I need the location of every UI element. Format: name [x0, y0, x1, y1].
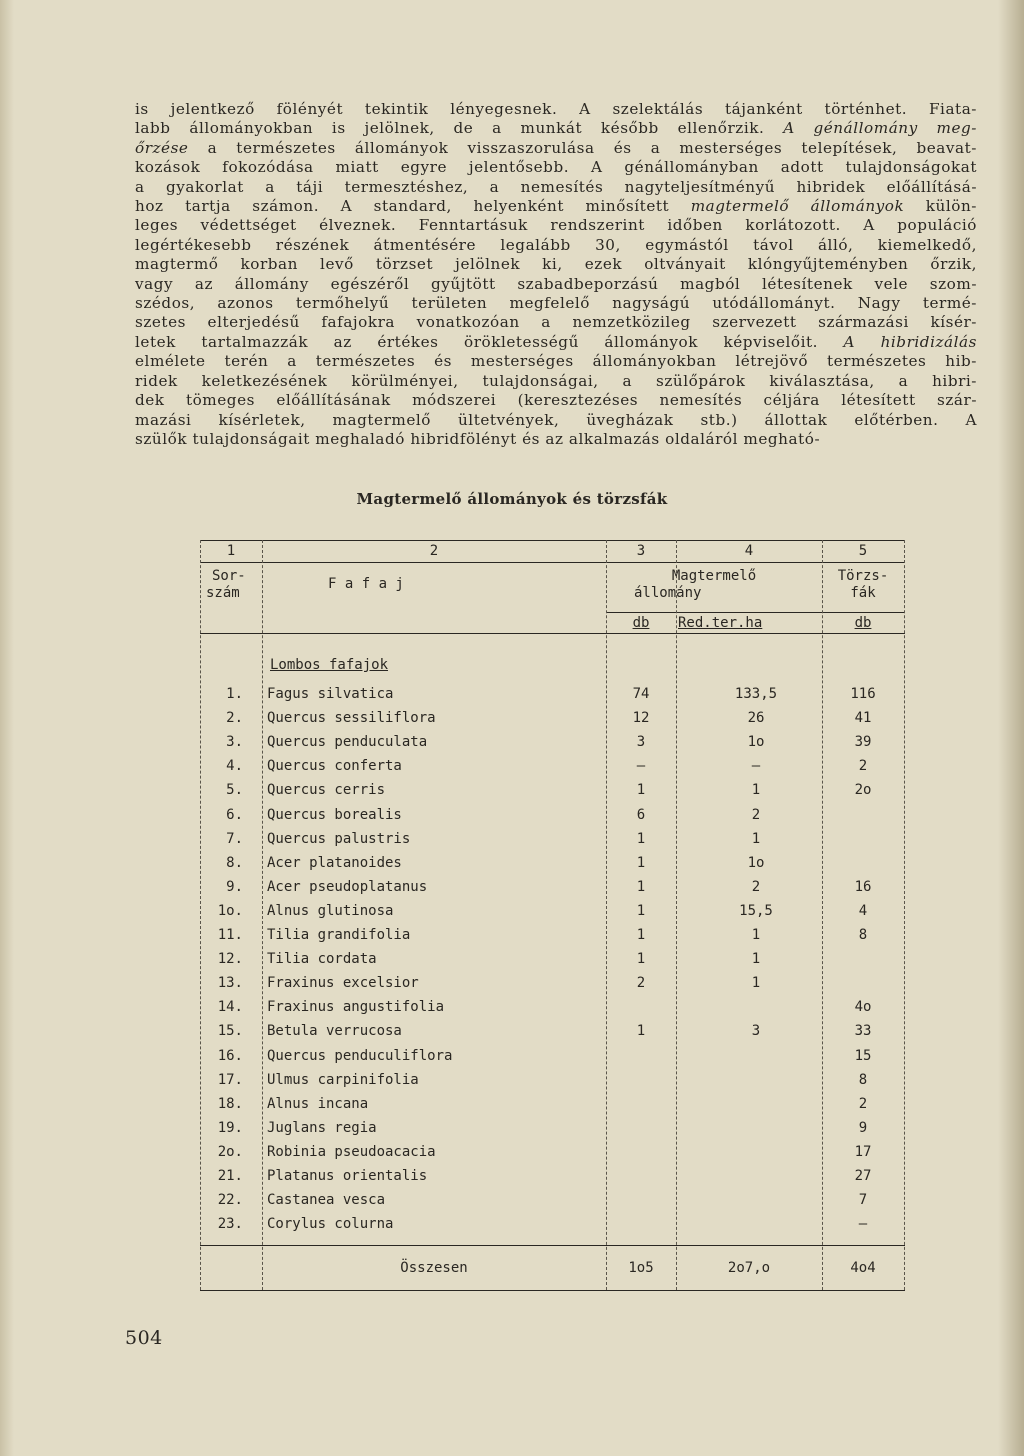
row-number: 6.	[226, 806, 243, 823]
table-column-rule	[262, 540, 263, 1290]
tree-count: 2	[858, 758, 868, 775]
table-rule	[606, 612, 905, 613]
species-name: Acer platanoides	[267, 854, 402, 871]
species-name: Quercus conferta	[267, 758, 402, 775]
column-number: 1	[226, 543, 236, 559]
header-torzsfak: fák	[850, 585, 876, 601]
stand-area: 1	[751, 951, 761, 968]
table-column-rule	[676, 540, 677, 1290]
tree-count: 9	[858, 1119, 868, 1136]
text-line: őrzése a természetes állományok visszaszorulása és a mesterséges telepítések, beavat-	[135, 138, 977, 157]
species-name: Juglans regia	[267, 1119, 377, 1136]
stand-area: 1	[751, 927, 761, 943]
species-name: Quercus borealis	[267, 806, 402, 823]
page-edge-shadow	[998, 0, 1024, 1456]
column-number: 4	[744, 543, 754, 559]
text-line: labb állományokban is jelölnek, de a munkát később ellenőrzik. A génállomány meg-	[135, 119, 977, 138]
row-number: 11.	[217, 927, 243, 943]
tree-count: 4o	[854, 999, 872, 1016]
row-number: 13.	[217, 975, 243, 992]
stand-area: 2	[751, 878, 761, 895]
header-fafaj: F a f a j	[328, 576, 404, 592]
stand-count: 12	[632, 710, 650, 727]
header-magtermelo: Magtermelő	[671, 568, 757, 584]
species-name: Ulmus carpinifolia	[267, 1071, 419, 1088]
text-line: magtermő korban levő törzset jelölnek ki, ezek oltványait klóngyűjteményben őrzik,	[135, 255, 977, 274]
species-name: Alnus incana	[267, 1095, 369, 1112]
species-name: Quercus penduculata	[267, 734, 428, 751]
tree-count: 7	[858, 1192, 868, 1209]
tree-count: 39	[854, 734, 872, 751]
tree-count: 8	[858, 1071, 868, 1088]
row-number: 17.	[217, 1071, 243, 1088]
tree-count: 41	[854, 710, 872, 727]
species-name: Tilia grandifolia	[267, 927, 411, 943]
species-name: Corylus colurna	[267, 1216, 394, 1233]
table-rule	[200, 633, 905, 634]
species-name: Fraxinus angustifolia	[267, 999, 445, 1016]
stand-count: 1	[636, 830, 646, 847]
text-line: leges védettséget élveznek. Fenntartásuk rendszerint időben korlátozott. A populáció	[135, 216, 977, 235]
table-rule	[200, 562, 905, 563]
table-rule	[200, 540, 905, 541]
tree-count: 27	[854, 1168, 872, 1184]
row-number: 16.	[217, 1047, 243, 1064]
text-line: is jelentkező fölényét tekintik lényegesnek. A szelektálás tájanként történhet. Fiata-	[135, 100, 977, 118]
column-number: 3	[636, 543, 646, 559]
total-label: Összesen	[400, 1260, 468, 1276]
stand-count: 1	[636, 782, 646, 799]
stand-area: 1o	[747, 734, 765, 751]
species-name: Betula verrucosa	[267, 1023, 402, 1040]
text-line: ridek keletkezésének körülményei, tulajdonságai, a szülőpárok kiválasztása, a hibri-	[135, 371, 977, 390]
total-area: 2o7,o	[727, 1260, 771, 1276]
stand-count: 1	[636, 1023, 646, 1040]
table-title: Magtermelő állományok és törzsfák	[356, 490, 668, 508]
header-magtermelo: állomány	[634, 585, 702, 601]
row-number: 21.	[217, 1168, 243, 1184]
row-number: 8.	[226, 854, 243, 871]
text-line: mazási kísérletek, magtermelő ültetvények, üvegházak stb.) állottak előtérben. A	[135, 410, 977, 429]
tree-count: 116	[850, 686, 876, 702]
row-number: 18.	[217, 1095, 243, 1112]
column-number: 5	[858, 543, 868, 559]
row-number: 19.	[217, 1119, 243, 1136]
tree-count: –	[858, 1216, 868, 1233]
stand-area: 15,5	[739, 902, 773, 919]
tree-count: 8	[858, 927, 868, 943]
text-line: kozások fokozódása miatt egyre jelentősebb. A génállományban adott tulajdonságokat	[135, 158, 977, 177]
tree-count: 17	[854, 1143, 872, 1160]
row-number: 9.	[226, 878, 243, 895]
stand-area: 1o	[747, 854, 765, 871]
tree-count: 16	[854, 878, 872, 895]
species-name: Acer pseudoplatanus	[267, 878, 428, 895]
row-number: 1o.	[217, 902, 243, 919]
stand-count: 1	[636, 927, 646, 943]
text-line: letek tartalmazzák az értékes örökletességű állományok képviselőit. A hibridizálás	[135, 332, 977, 351]
species-name: Quercus palustris	[267, 830, 411, 847]
row-number: 2o.	[217, 1143, 243, 1160]
header-db: db	[632, 615, 650, 631]
row-number: 2.	[226, 710, 243, 727]
species-name: Quercus sessiliflora	[267, 710, 436, 727]
row-number: 1.	[226, 686, 243, 702]
species-name: Quercus penduculiflora	[267, 1047, 453, 1064]
column-number: 2	[429, 543, 439, 559]
row-number: 22.	[217, 1192, 243, 1209]
stand-count: 74	[632, 686, 650, 702]
text-line: legértékesebb részének átmentésére legalább 30, egymástól távol álló, kiemelkedő,	[135, 235, 977, 254]
tree-count: 2o	[854, 782, 872, 799]
row-number: 4.	[226, 758, 243, 775]
stand-count: 2	[636, 975, 646, 992]
row-number: 3.	[226, 734, 243, 751]
species-name: Platanus orientalis	[267, 1168, 428, 1184]
stand-count: –	[636, 758, 646, 775]
row-number: 23.	[217, 1216, 243, 1233]
tree-count: 15	[854, 1047, 872, 1064]
stand-count: 1	[636, 878, 646, 895]
stand-count: 1	[636, 951, 646, 968]
species-name: Quercus cerris	[267, 782, 386, 799]
row-number: 12.	[217, 951, 243, 968]
stand-count: 3	[636, 734, 646, 751]
row-number: 5.	[226, 782, 243, 799]
stand-area: 1	[751, 830, 761, 847]
total-trees: 4o4	[850, 1260, 876, 1276]
species-name: Tilia cordata	[267, 951, 377, 968]
species-name: Fraxinus excelsior	[267, 975, 419, 992]
stand-area: 1	[751, 975, 761, 992]
table-rule	[200, 1290, 905, 1291]
header-sorszam: szám	[206, 585, 240, 601]
table-rule	[200, 1245, 905, 1246]
tree-count: 33	[854, 1023, 872, 1040]
page-edge-shadow	[0, 0, 14, 1456]
row-number: 14.	[217, 999, 243, 1016]
text-line: elmélete terén a természetes és mesterséges állományokban létrejövő természetes hib-	[135, 352, 977, 371]
text-line: szetes elterjedésű fafajokra vonatkozóan a nemzetközileg szervezett származási kísér-	[135, 313, 977, 332]
tree-count: 4	[858, 902, 868, 919]
text-line: dek tömeges előállításának módszerei (keresztezéses nemesítés céljára létesített szár-	[135, 391, 977, 410]
header-sorszam: Sor-	[212, 568, 246, 584]
table-column-rule	[822, 540, 823, 1290]
stand-area: 26	[747, 710, 765, 727]
section-title: Lombos fafajok	[270, 657, 389, 673]
text-line: vagy az állomány egészéről gyűjtött szabadbeporzású magból létesítenek vele szom-	[135, 274, 977, 293]
species-name: Fagus silvatica	[267, 686, 394, 702]
header-torzsfak: Törzs-	[837, 568, 889, 584]
table-column-rule	[904, 540, 905, 1290]
row-number: 15.	[217, 1023, 243, 1040]
stand-count: 1	[636, 854, 646, 871]
tree-count: 2	[858, 1095, 868, 1112]
stand-count: 1	[636, 902, 646, 919]
stand-count: 6	[636, 806, 646, 823]
species-name: Castanea vesca	[267, 1192, 386, 1209]
stand-area: 1	[751, 782, 761, 799]
stand-area: 3	[751, 1023, 761, 1040]
stand-area: 2	[751, 806, 761, 823]
stand-area: –	[751, 758, 761, 775]
header-db: db	[854, 615, 872, 631]
total-db: 1o5	[628, 1260, 654, 1276]
text-line: a gyakorlat a táji termesztéshez, a nemesítés nagyteljesítményű hibridek előállításá-	[135, 177, 977, 196]
table-column-rule	[200, 540, 201, 1290]
text-line: hoz tartja számon. A standard, helyenként minősített magtermelő állományok külön-	[135, 197, 977, 216]
page-number: 504	[125, 1327, 163, 1349]
text-line: szédos, azonos termőhelyű területen megfelelő nagyságú utódállományt. Nagy termé-	[135, 294, 977, 313]
body-paragraph	[135, 100, 977, 449]
species-name: Alnus glutinosa	[267, 902, 394, 919]
table-column-rule	[606, 540, 607, 1290]
species-name: Robinia pseudoacacia	[267, 1143, 436, 1160]
header-redter: Red.ter.ha	[678, 615, 763, 631]
stand-area: 133,5	[734, 686, 778, 702]
text-line: szülők tulajdonságait meghaladó hibridfölényt és az alkalmazás oldaláról megható-	[135, 429, 821, 448]
row-number: 7.	[226, 830, 243, 847]
